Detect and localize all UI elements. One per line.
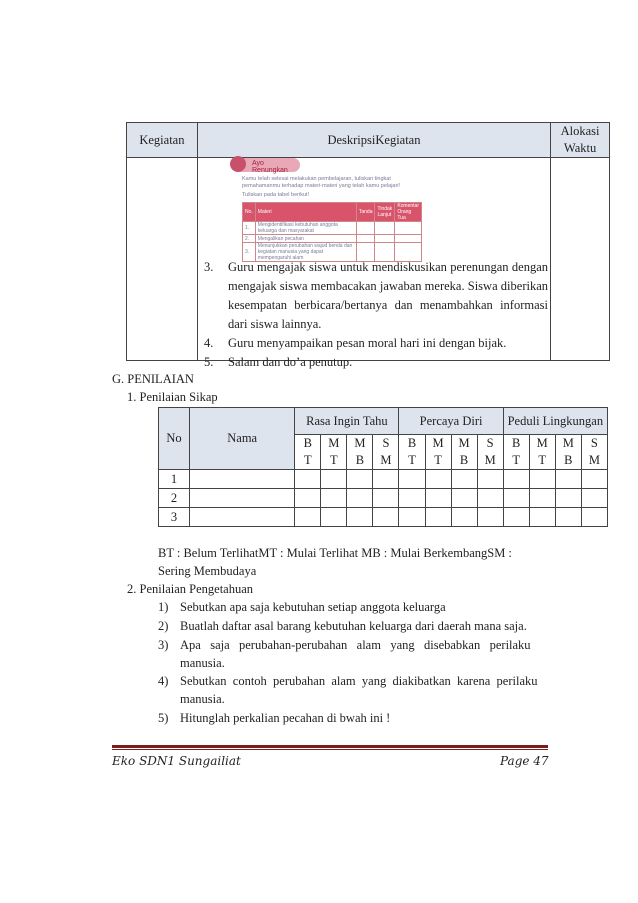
question-number: 4) — [158, 674, 169, 688]
sub-header-letter: B — [459, 453, 469, 467]
header-deskripsi: DeskripsiKegiatan — [197, 123, 550, 158]
sub-header-letter: T — [538, 453, 547, 467]
sub-header-cell — [477, 435, 503, 470]
row-number: 1 — [159, 470, 190, 489]
row-number: 3 — [159, 508, 190, 527]
mini-col-komentar: Komentar Orang Tua — [395, 203, 422, 222]
pengetahuan-title: 2. Penilaian Pengetahuan — [127, 582, 254, 596]
mini-col-materi: Materi — [255, 203, 356, 222]
sub-header-letter: M — [484, 453, 496, 467]
sub-header-letter: T — [330, 453, 338, 467]
sub-header-cell — [321, 435, 347, 470]
steps-list — [204, 258, 548, 369]
sub-header-cell — [399, 435, 425, 470]
sub-header-cell — [347, 435, 373, 470]
renungkan-illustration — [234, 158, 424, 261]
question-number: 1) — [158, 600, 169, 614]
group-peduli-lingkungan: Peduli Lingkungan — [503, 408, 607, 435]
sub-header-letter: T — [512, 453, 521, 467]
name-cell — [190, 489, 295, 508]
score-cell — [399, 489, 425, 508]
score-cell — [321, 470, 347, 489]
score-cell — [503, 489, 529, 508]
score-cell — [295, 489, 321, 508]
footer-rule-thin — [112, 749, 548, 750]
header-alokasi — [551, 123, 610, 158]
sikap-title: 1. Penilaian Sikap — [127, 390, 218, 404]
score-cell — [451, 470, 477, 489]
col-no: No — [159, 408, 190, 470]
footer-rule — [112, 745, 548, 748]
score-cell — [581, 489, 607, 508]
question-text-cont: manusia. — [180, 692, 225, 706]
score-cell — [347, 470, 373, 489]
sub-header-letter: B — [355, 453, 365, 467]
score-cell — [425, 470, 451, 489]
sub-header-letter: S — [486, 436, 494, 450]
step-text: Guru menyampaikan pesan moral hari ini dengan bijak. — [228, 336, 507, 350]
score-cell — [399, 508, 425, 527]
score-cell — [529, 489, 555, 508]
sub-header-letter: S — [382, 436, 390, 450]
question-text: Buatlah daftar asal barang kebutuhan keluarga dari daerah mana saja. — [180, 619, 527, 633]
step-number: 4. — [204, 336, 214, 350]
legend-line1: BT : Belum TerlihatMT : Mulai Terlihat MB : Mulai BerkembangSM : — [158, 546, 512, 560]
illustration-instruction: Tuliskan pada tabel berikut! — [242, 192, 310, 198]
score-cell — [555, 489, 581, 508]
sub-header-letter: M — [562, 436, 574, 450]
sikap-table — [158, 407, 608, 527]
score-cell — [503, 470, 529, 489]
step-number: 5. — [204, 355, 214, 369]
kegiatan-cell — [127, 158, 198, 361]
score-cell — [477, 489, 503, 508]
sub-header-letter: T — [434, 453, 442, 467]
question-text: Sebutkan contoh perubahan alam yang diakibatkan karena perilaku — [180, 674, 538, 688]
score-cell — [581, 470, 607, 489]
score-cell — [477, 470, 503, 489]
name-cell — [190, 470, 295, 489]
sub-header-letter: B — [407, 436, 417, 450]
score-cell — [451, 508, 477, 527]
question-number: 2) — [158, 619, 169, 633]
score-cell — [529, 508, 555, 527]
score-cell — [295, 470, 321, 489]
sub-header-cell — [425, 435, 451, 470]
sub-header-letter: B — [564, 453, 573, 467]
alokasi-cell — [551, 158, 610, 361]
sub-header-letter: S — [590, 436, 598, 450]
footer-left: Eko SDN1 Sungailiat — [112, 754, 241, 768]
sub-header-letter: T — [408, 453, 416, 467]
sub-header-cell — [295, 435, 321, 470]
table-row — [159, 489, 608, 508]
group-rasa-ingin-tahu: Rasa Ingin Tahu — [295, 408, 399, 435]
banner-label: Ayo Renungkan — [252, 160, 288, 174]
mini-row-no: 2. — [243, 235, 256, 243]
score-cell — [555, 470, 581, 489]
sub-header-cell — [373, 435, 399, 470]
sub-header-cell — [529, 435, 555, 470]
sub-header-letter: M — [328, 436, 340, 450]
name-cell — [190, 508, 295, 527]
step-number: 3. — [204, 260, 214, 274]
score-cell — [425, 489, 451, 508]
mini-row-no: 1. — [243, 222, 256, 235]
score-cell — [347, 489, 373, 508]
sub-header-letter: M — [588, 453, 600, 467]
sub-header-letter: M — [354, 436, 366, 450]
score-cell — [451, 489, 477, 508]
mini-row-materi: Mengalikan pecahan — [255, 235, 356, 243]
header-kegiatan: Kegiatan — [127, 123, 198, 158]
row-number: 2 — [159, 489, 190, 508]
mini-row-materi: Mengidentifikasi kebutuhan anggota keluarga dan masyarakat — [255, 222, 356, 235]
legend-line2: Sering Membudaya — [158, 564, 257, 578]
group-percaya-diri: Percaya Diri — [399, 408, 503, 435]
mini-col-tanda: Tanda — [356, 203, 375, 222]
score-cell — [581, 508, 607, 527]
score-cell — [321, 508, 347, 527]
mini-row-no: 3. — [243, 243, 256, 262]
sub-header-letter: B — [303, 436, 312, 450]
step-text: Guru mengajak siswa untuk mendiskusikan perenungan dengan mengajak siswa membacakan jawaban mereka. Siswa diberikan kesempatan berbicara/bertanya dan menambahkan informasi dari siswa lainnya. — [228, 260, 548, 331]
header-alokasi-line2: Waktu — [563, 141, 597, 155]
table-row — [159, 470, 608, 489]
illustration-intro: Kamu telah selesai melakukan pembelajaran, tuliskan tingkat pemahamanmu terhadap materi-materi yang telah kamu pelajari! — [242, 176, 401, 189]
score-cell — [321, 489, 347, 508]
mini-col-no: No. — [243, 203, 256, 222]
col-nama: Nama — [190, 408, 295, 470]
sub-header-cell — [555, 435, 581, 470]
sub-header-letter: M — [432, 436, 444, 450]
sub-header-letter: B — [512, 436, 521, 450]
footer-page: Page 47 — [500, 754, 549, 768]
score-cell — [503, 508, 529, 527]
sub-header-letter: M — [458, 436, 470, 450]
step-text: Salam dan do’a penutup. — [228, 355, 353, 369]
sub-header-letter: T — [304, 453, 312, 467]
question-text: Hitunglah perkalian pecahan di bwah ini ! — [180, 711, 391, 725]
question-text: Sebutkan apa saja kebutuhan setiap anggota keluarga — [180, 600, 446, 614]
sub-header-cell — [503, 435, 529, 470]
score-cell — [373, 489, 399, 508]
score-cell — [373, 470, 399, 489]
question-text: Apa saja perubahan-perubahan alam yang disebabkan perilaku — [180, 638, 531, 652]
score-cell — [347, 508, 373, 527]
score-cell — [555, 508, 581, 527]
question-number: 3) — [158, 638, 169, 652]
sub-header-letter: M — [380, 453, 392, 467]
illustration-table — [242, 202, 422, 262]
sub-header-letter: M — [536, 436, 548, 450]
character-icon — [230, 156, 246, 172]
score-cell — [477, 508, 503, 527]
header-alokasi-line1: Alokasi — [560, 124, 600, 138]
table-row — [159, 508, 608, 527]
section-heading: G. PENILAIAN — [112, 372, 194, 386]
score-cell — [295, 508, 321, 527]
question-number: 5) — [158, 711, 169, 725]
score-cell — [373, 508, 399, 527]
score-cell — [425, 508, 451, 527]
mini-col-tindak: Tindak Lanjut — [375, 203, 395, 222]
sub-header-cell — [451, 435, 477, 470]
score-cell — [399, 470, 425, 489]
question-text-cont: manusia. — [180, 656, 225, 670]
renungkan-banner — [234, 158, 300, 172]
sub-header-cell — [581, 435, 607, 470]
mini-row-materi: Menunjukkan perubahan wajud benda dan kegiatan manusia yang dapat mempengaruhi alam — [255, 243, 356, 262]
score-cell — [529, 470, 555, 489]
